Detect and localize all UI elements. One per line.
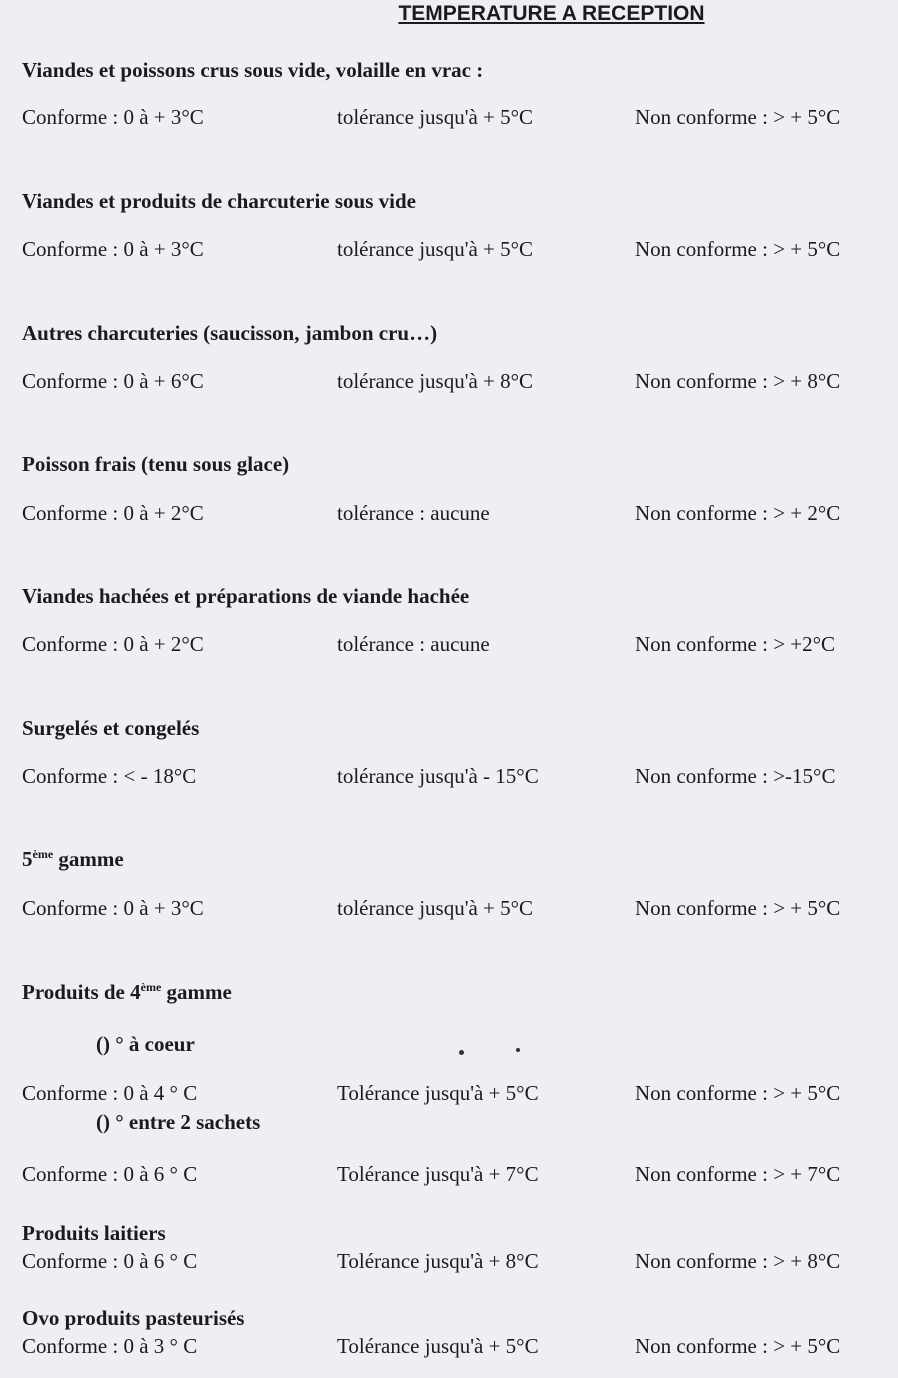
conforme-value: Conforme : 0 à + 2°C — [22, 632, 204, 656]
section-heading: Poisson frais (tenu sous glace) — [22, 452, 290, 476]
tolerance-value: Tolérance jusqu'à + 8°C — [337, 1249, 539, 1273]
section-heading: Viandes et poissons crus sous vide, volaille en vrac : — [22, 58, 484, 82]
tolerance-value: Tolérance jusqu'à + 7°C — [337, 1162, 539, 1186]
conforme-value: Conforme : 0 à + 6°C — [22, 369, 204, 393]
temperature-row — [0, 1162, 898, 1190]
page-title: TEMPERATURE A RECEPTION — [398, 2, 705, 25]
conforme-value: Conforme : 0 à + 3°C — [22, 237, 204, 261]
temperature-row — [0, 764, 898, 792]
conforme-value: Conforme : 0 à 6 ° C — [22, 1162, 198, 1186]
subheading-entre-sachets: () ° entre 2 sachets — [96, 1110, 261, 1134]
heading-prefix: Produits de 4 — [22, 980, 141, 1004]
temperature-row — [0, 237, 898, 265]
non-conforme-value: Non conforme : > + 5°C — [635, 237, 841, 261]
conforme-value: Conforme : 0 à + 3°C — [22, 105, 204, 129]
non-conforme-value: Non conforme : > + 7°C — [635, 1162, 841, 1186]
tolerance-value: tolérance jusqu'à + 5°C — [337, 237, 534, 261]
temperature-row — [0, 369, 898, 397]
non-conforme-value: Non conforme : > + 8°C — [635, 369, 841, 393]
heading-rest: gamme — [53, 847, 124, 871]
heading-superscript: ème — [32, 847, 54, 861]
temperature-row — [0, 1081, 898, 1109]
conforme-value: Conforme : 0 à 4 ° C — [22, 1081, 198, 1105]
temperature-row — [0, 632, 898, 660]
tolerance-value: tolérance jusqu'à + 8°C — [337, 369, 534, 393]
heading-number: 5 — [22, 847, 33, 871]
non-conforme-value: Non conforme : >-15°C — [635, 764, 836, 788]
subheading-a-coeur: () ° à coeur — [96, 1032, 195, 1056]
conforme-value: Conforme : 0 à + 2°C — [22, 501, 204, 525]
non-conforme-value: Non conforme : > + 5°C — [635, 896, 841, 920]
conforme-value: Conforme : 0 à + 3°C — [22, 896, 204, 920]
non-conforme-value: Non conforme : > + 5°C — [635, 1081, 841, 1105]
scan-speck — [459, 1050, 464, 1055]
temperature-row — [0, 896, 898, 924]
section-heading: Viandes hachées et préparations de viande hachée — [22, 584, 470, 608]
tolerance-value: tolérance jusqu'à + 5°C — [337, 105, 534, 129]
section-heading: Surgelés et congelés — [22, 716, 200, 740]
tolerance-value: tolérance : aucune — [337, 632, 490, 656]
scan-speck — [516, 1048, 520, 1052]
tolerance-value: Tolérance jusqu'à + 5°C — [337, 1334, 539, 1358]
section-heading: Viandes et produits de charcuterie sous vide — [22, 189, 416, 213]
non-conforme-value: Non conforme : > + 2°C — [635, 501, 841, 525]
section-heading — [22, 847, 124, 872]
temperature-row — [0, 1249, 898, 1277]
section-heading: Produits laitiers — [22, 1221, 166, 1245]
section-heading: Autres charcuteries (saucisson, jambon cru…) — [22, 321, 438, 345]
tolerance-value: tolérance jusqu'à + 5°C — [337, 896, 534, 920]
section-heading — [22, 980, 232, 1005]
temperature-row — [0, 105, 898, 133]
non-conforme-value: Non conforme : > + 5°C — [635, 105, 841, 129]
conforme-value: Conforme : 0 à 6 ° C — [22, 1249, 198, 1273]
conforme-value: Conforme : < - 18°C — [22, 764, 197, 788]
tolerance-value: tolérance jusqu'à - 15°C — [337, 764, 539, 788]
conforme-value: Conforme : 0 à 3 ° C — [22, 1334, 198, 1358]
heading-rest: gamme — [161, 980, 232, 1004]
temperature-row — [0, 1334, 898, 1362]
temperature-row — [0, 501, 898, 529]
tolerance-value: tolérance : aucune — [337, 501, 490, 525]
non-conforme-value: Non conforme : > + 5°C — [635, 1334, 841, 1358]
heading-superscript: ème — [140, 980, 162, 994]
non-conforme-value: Non conforme : > + 8°C — [635, 1249, 841, 1273]
section-heading: Ovo produits pasteurisés — [22, 1306, 245, 1330]
non-conforme-value: Non conforme : > +2°C — [635, 632, 836, 656]
tolerance-value: Tolérance jusqu'à + 5°C — [337, 1081, 539, 1105]
